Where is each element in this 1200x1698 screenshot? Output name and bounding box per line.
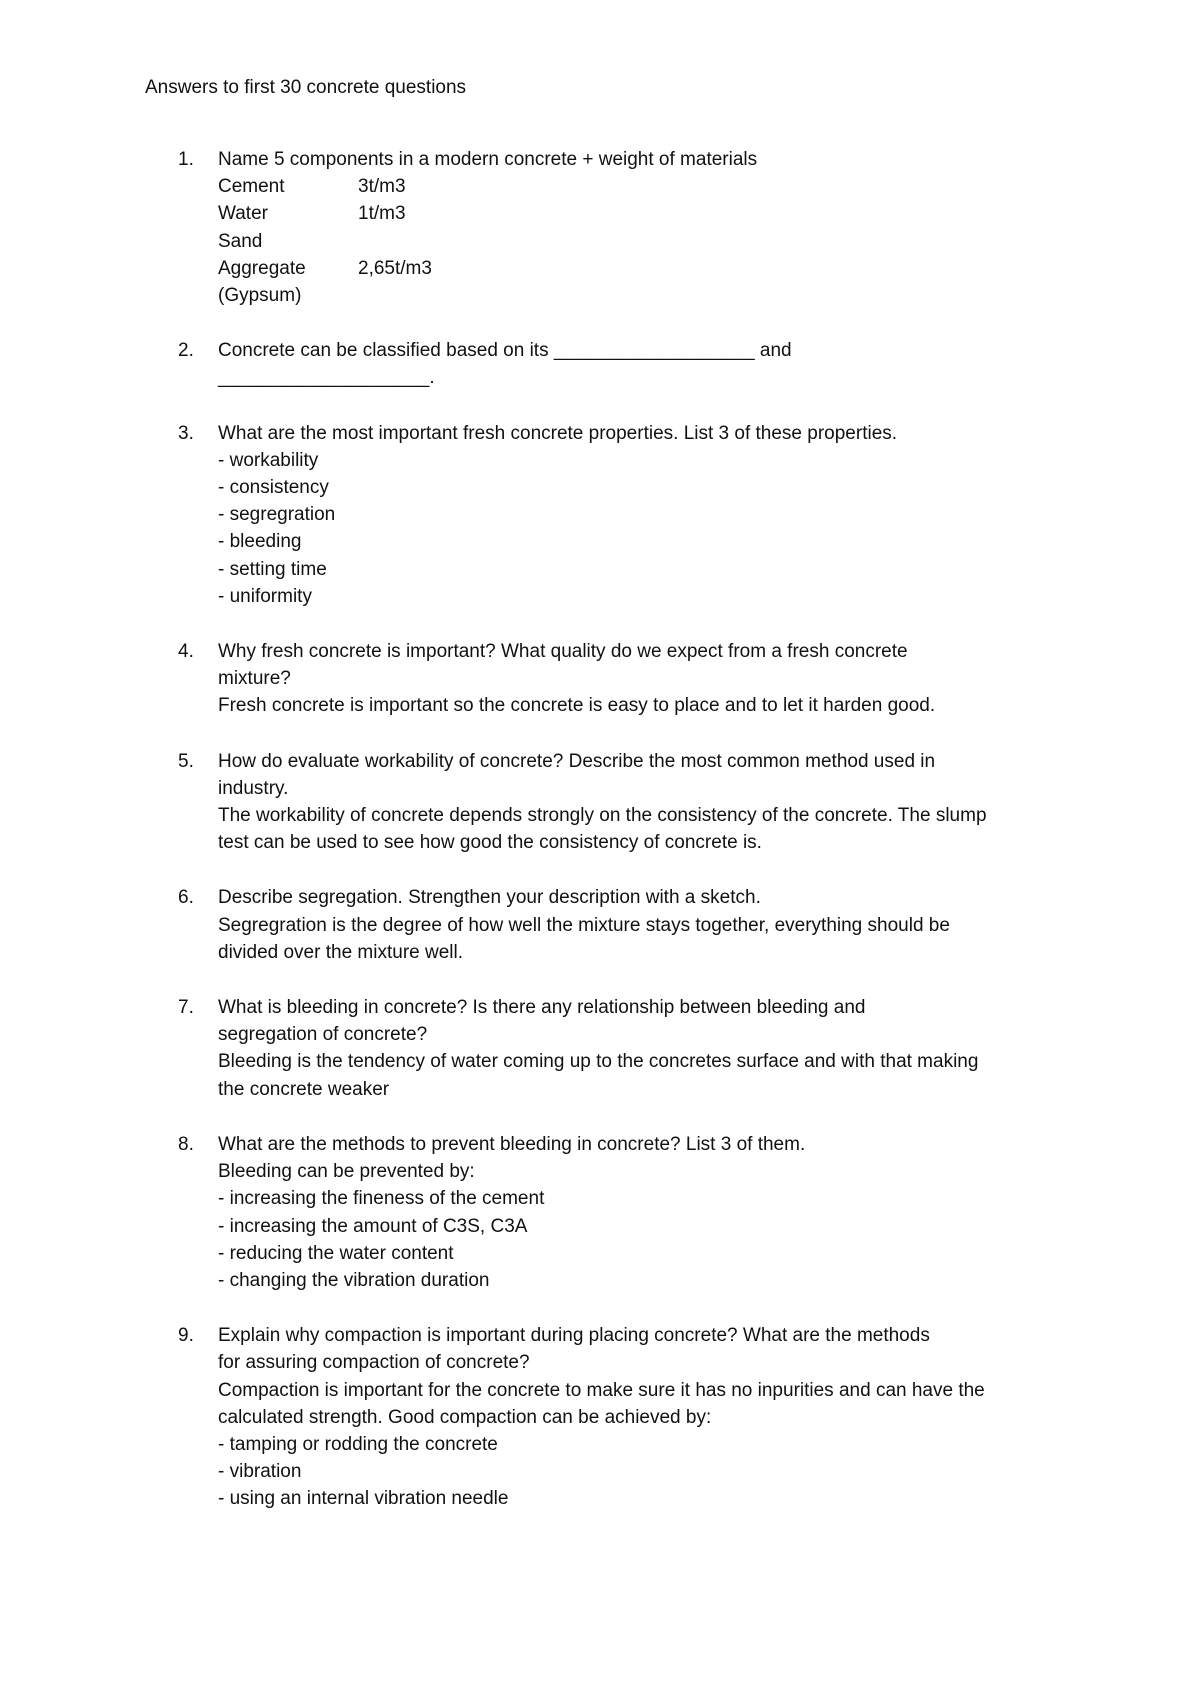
- component-row: [218, 173, 432, 200]
- question-text: ____________________.: [218, 367, 435, 389]
- question-text: industry.: [218, 777, 289, 799]
- answer-item: - using an internal vibration needle: [218, 1488, 509, 1510]
- answer-text: Compaction is important for the concrete to make sure it has no inpurities and can have the: [218, 1379, 985, 1401]
- component-weight: [358, 282, 432, 309]
- document-title: Answers to first 30 concrete questions: [145, 77, 467, 98]
- answer-item: - workability: [218, 449, 319, 471]
- question-text: What is bleeding in concrete? Is there any relationship between bleeding and: [218, 997, 866, 1019]
- question-number: 8.: [178, 1133, 194, 1155]
- components-weight-table: [218, 173, 432, 309]
- answer-item: - tamping or rodding the concrete: [218, 1433, 498, 1455]
- component-row: [218, 282, 432, 309]
- question-text: What are the methods to prevent bleeding in concrete? List 3 of them.: [218, 1133, 806, 1155]
- question-number: 3.: [178, 422, 194, 444]
- answer-item: - bleeding: [218, 531, 302, 553]
- component-row: [218, 255, 432, 282]
- answer-item: - changing the vibration duration: [218, 1269, 490, 1291]
- answer-item: - setting time: [218, 558, 327, 580]
- component-weight: 1t/m3: [358, 203, 406, 225]
- question-text: What are the most important fresh concrete properties. List 3 of these properties.: [218, 422, 898, 444]
- answer-item: - increasing the amount of C3S, C3A: [218, 1215, 528, 1237]
- answer-text: The workability of concrete depends strongly on the consistency of the concrete. The slump: [218, 805, 987, 827]
- component-row: [218, 200, 432, 227]
- answer-item: - consistency: [218, 477, 329, 499]
- question-number: 4.: [178, 641, 194, 663]
- question-2: [145, 337, 1075, 391]
- question-text: How do evaluate workability of concrete? Describe the most common method used in: [218, 750, 936, 772]
- answer-text: divided over the mixture well.: [218, 941, 463, 963]
- question-4: [145, 638, 1075, 720]
- component-row: [218, 228, 432, 255]
- answer-text: calculated strength. Good compaction can be achieved by:: [218, 1406, 712, 1428]
- question-8: [145, 1131, 1075, 1294]
- answer-item: - reducing the water content: [218, 1242, 454, 1264]
- answer-item: - segregration: [218, 504, 336, 526]
- question-5: [145, 748, 1075, 857]
- answer-text: test can be used to see how good the consistency of concrete is.: [218, 832, 762, 854]
- question-1: [145, 146, 1075, 309]
- question-6: [145, 884, 1075, 966]
- answer-text: Fresh concrete is important so the concrete is easy to place and to let it harden good.: [218, 695, 936, 717]
- question-number: 9.: [178, 1325, 194, 1347]
- component-weight: [358, 228, 432, 255]
- question-text: segregation of concrete?: [218, 1024, 428, 1046]
- question-text: for assuring compaction of concrete?: [218, 1352, 530, 1374]
- answer-text: Segregration is the degree of how well the mixture stays together, everything should be: [218, 914, 950, 936]
- answer-text: Bleeding is the tendency of water coming up to the concretes surface and with that making: [218, 1051, 979, 1073]
- question-text: mixture?: [218, 668, 291, 690]
- question-text: Concrete can be classified based on its ___________________ and: [218, 340, 792, 362]
- component-weight: 3t/m3: [358, 176, 406, 198]
- answer-item: - vibration: [218, 1461, 302, 1483]
- component-name: Water: [218, 203, 268, 225]
- answer-text: Bleeding can be prevented by:: [218, 1161, 475, 1183]
- component-name: Sand: [218, 230, 263, 252]
- question-9: [145, 1322, 1075, 1512]
- answer-item: - increasing the fineness of the cement: [218, 1188, 545, 1210]
- question-text: Why fresh concrete is important? What quality do we expect from a fresh concrete: [218, 641, 908, 663]
- answer-text: the concrete weaker: [218, 1078, 390, 1100]
- component-weight: 2,65t/m3: [358, 257, 432, 279]
- question-number: 5.: [178, 750, 194, 772]
- component-name: Aggregate: [218, 257, 306, 279]
- question-number: 6.: [178, 887, 194, 909]
- component-name: Cement: [218, 176, 285, 198]
- question-number: 7.: [178, 997, 194, 1019]
- question-number: 2.: [178, 340, 194, 362]
- question-text: Describe segregation. Strengthen your description with a sketch.: [218, 887, 761, 909]
- question-list: [145, 146, 1075, 1541]
- question-text: Name 5 components in a modern concrete + weight of materials: [218, 149, 758, 170]
- question-number: 1.: [178, 149, 194, 170]
- question-7: [145, 994, 1075, 1103]
- answer-item: - uniformity: [218, 585, 312, 607]
- question-3: [145, 420, 1075, 610]
- question-text: Explain why compaction is important during placing concrete? What are the methods: [218, 1325, 930, 1347]
- component-name: (Gypsum): [218, 285, 302, 307]
